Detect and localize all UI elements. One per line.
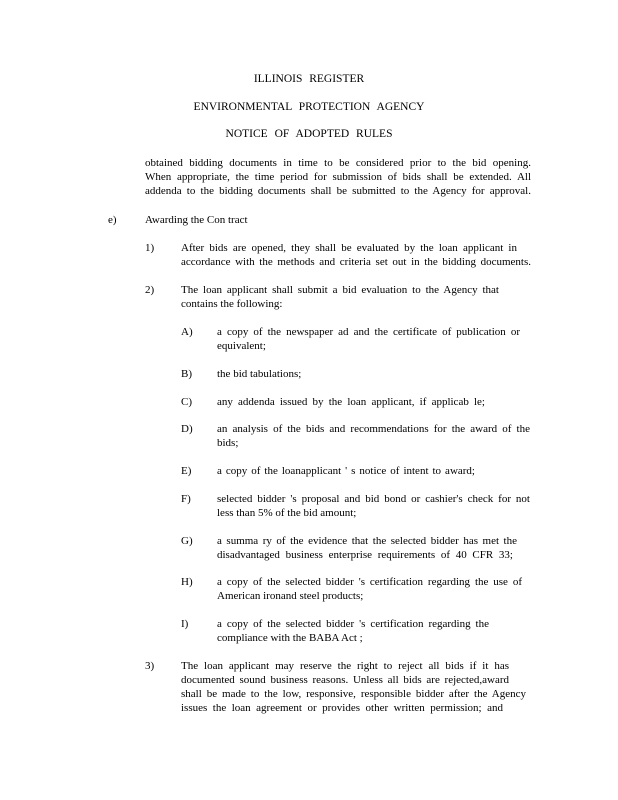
subitem-line: disadvantaged business enterprise requirements of 40 CFR 33; [217,549,513,561]
item-line: documented sound business reasons. Unless all bids are rejected,award [181,674,509,686]
subitem-line: a copy of the selected bidder 's certification regarding the [217,618,489,630]
item-line: shall be made to the low, responsive, responsible bidder after the Agency [181,688,526,700]
subitem-line: less than 5% of the bid amount; [217,507,357,519]
subitem-line: compliance with the BABA Act ; [217,632,363,644]
subitem-label: D) [181,423,193,435]
subitem-label: G) [181,535,193,547]
subitem-line: American ironand steel products; [217,590,364,602]
subitem-label: I) [181,618,189,630]
subitem-line: selected bidder 's proposal and bid bond or cashier's check for not [217,493,530,505]
subitem-line: a copy of the selected bidder 's certification regarding the use of [217,576,522,588]
item-label: 1) [145,242,155,254]
item-line: accordance with the methods and criteria set out in the bidding documents. [181,256,531,268]
subitem-line: a summa ry of the evidence that the selected bidder has met the [217,535,517,547]
subitem-label: C) [181,396,192,408]
item-line: contains the following: [181,298,283,310]
intro-line: When appropriate, the time period for submission of bids shall be extended. All [145,171,531,183]
item-line: issues the loan agreement or provides other written permission; and [181,702,503,714]
subitem-line: a copy of the newspaper ad and the certificate of publication or [217,326,520,338]
subitem-line: a copy of the loanapplicant ' s notice of intent to award; [217,465,475,477]
item-label: 2) [145,284,155,296]
subitem-label: E) [181,465,192,477]
section-label: e) [108,214,117,226]
subitem-label: A) [181,326,193,338]
subitem-label: H) [181,576,193,588]
subitem-line: bids; [217,437,239,449]
subitem-line: equivalent; [217,340,266,352]
subitem-line: an analysis of the bids and recommendations for the award of the [217,423,530,435]
intro-line: obtained bidding documents in time to be considered prior to the bid opening. [145,157,531,169]
item-line: The loan applicant shall submit a bid evaluation to the Agency that [181,284,499,296]
item-line: After bids are opened, they shall be evaluated by the loan applicant in [181,242,517,254]
intro-line: addenda to the bidding documents shall be submitted to the Agency for approval. [145,185,531,197]
subitem-label: B) [181,368,192,380]
section-title: Awarding the Con tract [145,214,248,226]
register-title: ILLINOIS REGISTER [253,73,365,85]
item-line: The loan applicant may reserve the right to reject all bids if it has [181,660,509,672]
subitem-label: F) [181,493,191,505]
subitem-line: any addenda issued by the loan applicant, if applicab le; [217,396,485,408]
item-label: 3) [145,660,155,672]
subitem-line: the bid tabulations; [217,368,302,380]
notice-title: NOTICE OF ADOPTED RULES [225,128,393,140]
agency-title: ENVIRONMENTAL PROTECTION AGENCY [193,101,425,113]
